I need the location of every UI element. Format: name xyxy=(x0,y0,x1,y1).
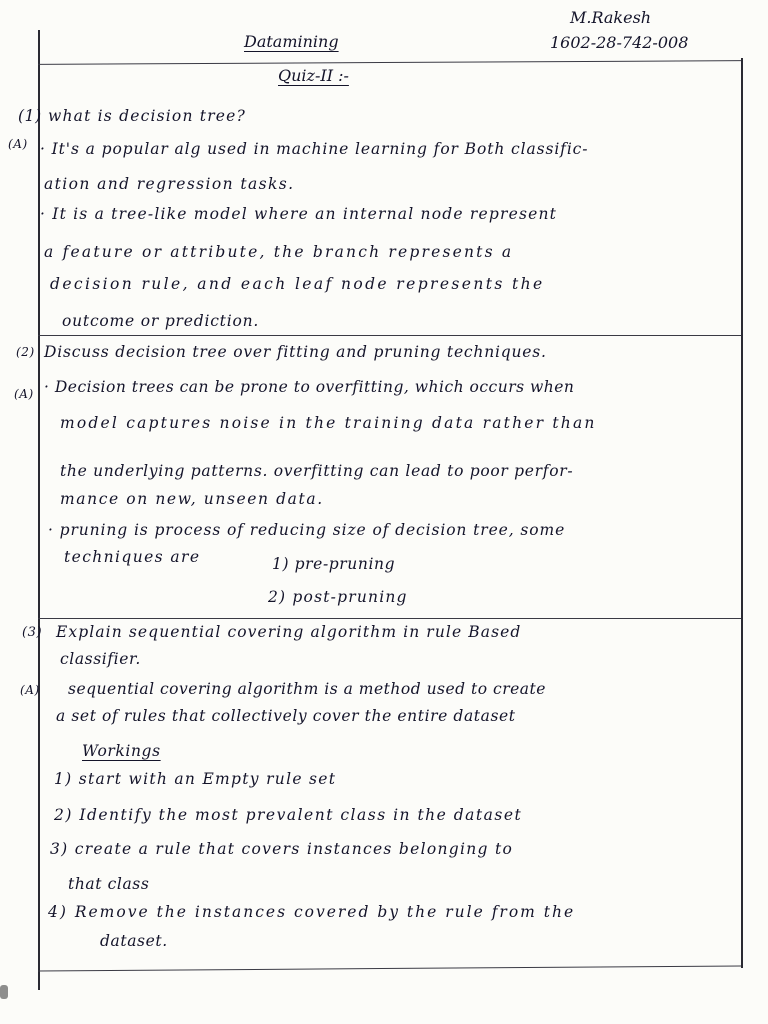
q2-number: (2) xyxy=(16,345,35,359)
q2-line-4: mance on new, unseen data. xyxy=(60,490,324,508)
top-border-line xyxy=(38,60,741,65)
q3-answer-marker: (A) xyxy=(20,683,40,697)
q2-line-5: · pruning is process of reducing size of decision tree, some xyxy=(48,521,566,539)
q3-question-line-1: Explain sequential covering algorithm in rule Based xyxy=(56,623,522,641)
bottom-border-line xyxy=(38,966,741,972)
q3-step-4: 4) Remove the instances covered by the rule from the xyxy=(48,903,576,921)
separator-line-1 xyxy=(38,335,741,336)
q2-answer-marker: (A) xyxy=(14,387,34,401)
q1-line-1: · It's a popular alg used in machine learning for Both classific- xyxy=(40,140,589,158)
q3-question-line-2: classifier. xyxy=(60,650,141,668)
q1-line-5: decision rule, and each leaf node represents the xyxy=(50,275,545,293)
q3-step-2: 2) Identify the most prevalent class in the dataset xyxy=(54,806,523,824)
q2-technique-1: 1) pre-pruning xyxy=(272,555,396,573)
q3-working-label: Workings xyxy=(82,742,161,760)
scan-speck xyxy=(0,985,8,999)
q3-step-4-cont: dataset. xyxy=(100,932,168,950)
q3-step-3-cont: that class xyxy=(68,875,150,893)
q2-line-3: the underlying patterns. overfitting can lead to poor perfor- xyxy=(60,462,574,480)
page-title: Datamining xyxy=(244,32,339,51)
q2-technique-2: 2) post-pruning xyxy=(268,588,408,606)
quiz-subtitle: Quiz-II :- xyxy=(278,66,349,85)
q2-line-1: · Decision trees can be prone to overfitting, which occurs when xyxy=(44,378,575,396)
q1-line-4: a feature or attribute, the branch represents a xyxy=(44,243,514,261)
q3-step-1: 1) start with an Empty rule set xyxy=(54,770,337,788)
q3-number: (3) xyxy=(22,625,43,640)
q3-line-2: a set of rules that collectively cover the entire dataset xyxy=(56,707,516,725)
q3-line-1: sequential covering algorithm is a method used to create xyxy=(68,680,546,698)
author-name: M.Rakesh xyxy=(570,8,652,27)
q1-line-2: ation and regression tasks. xyxy=(44,175,295,193)
separator-line-2 xyxy=(38,618,741,619)
left-margin-line xyxy=(38,30,40,990)
q1-answer-marker: (A) xyxy=(8,137,28,151)
q2-line-6: techniques are xyxy=(64,548,201,566)
q1-number: (1) xyxy=(18,107,42,125)
q1-line-6: outcome or prediction. xyxy=(62,312,260,330)
right-margin-line xyxy=(741,58,743,968)
q2-line-2: model captures noise in the training data rather than xyxy=(60,414,597,432)
q1-question: what is decision tree? xyxy=(48,107,247,125)
q3-step-3: 3) create a rule that covers instances belonging to xyxy=(50,840,514,858)
q1-line-3: · It is a tree-like model where an internal node represent xyxy=(40,205,558,223)
q2-question: Discuss decision tree over fitting and pruning techniques. xyxy=(44,343,547,361)
roll-number: 1602-28-742-008 xyxy=(550,33,689,52)
